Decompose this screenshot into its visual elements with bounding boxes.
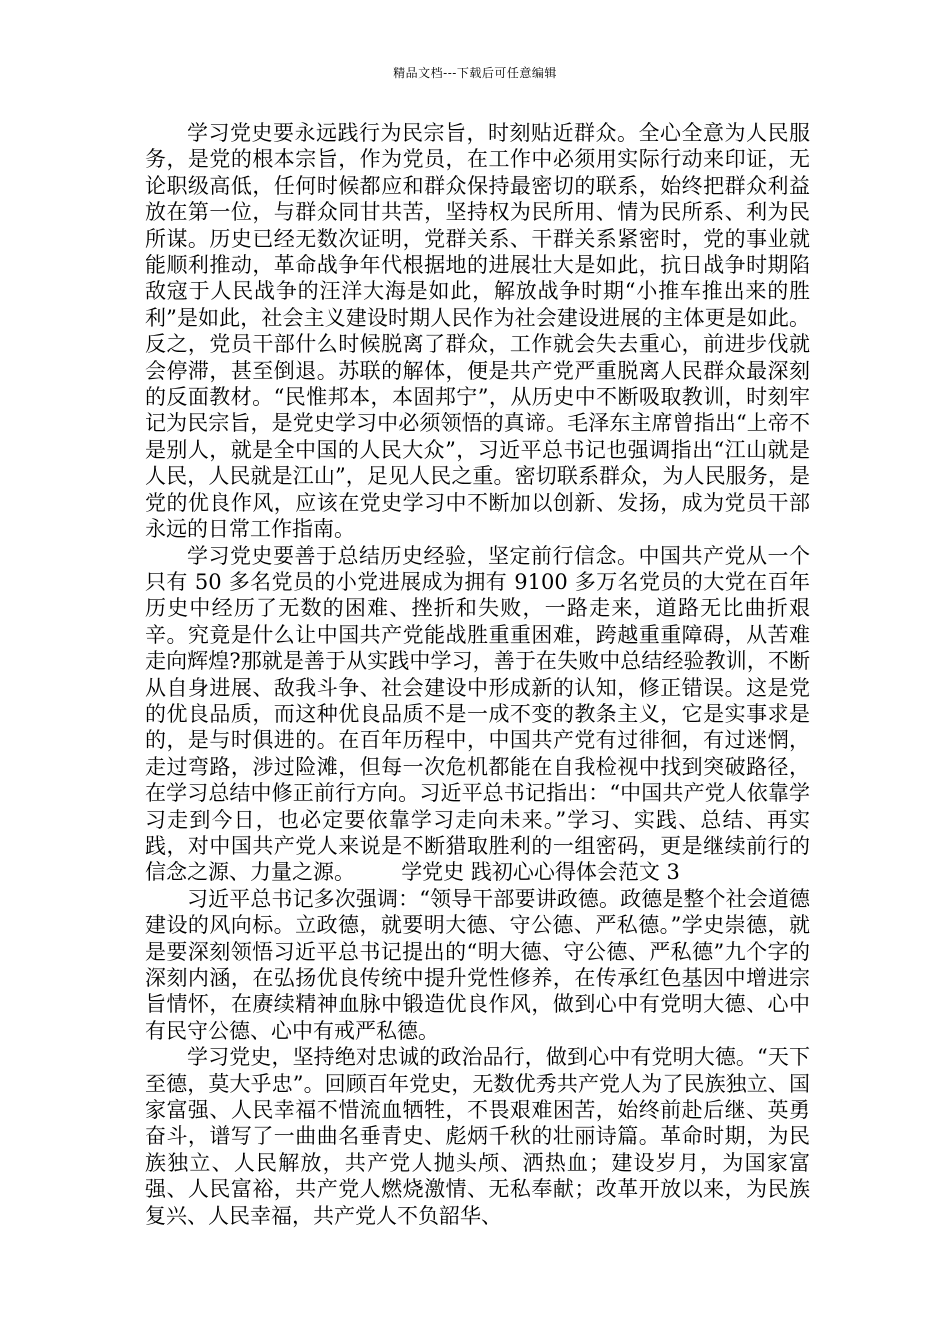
paragraph-4: 学习党史，坚持绝对忠诚的政治品行，做到心中有党明大德。“天下至德，莫大乎忠”。回顾百年党史，无数优秀共产党人为了民族独立、国家富强、人民幸福不惜流血牺牲，不畏艰难困苦，始终前赴后继、英勇奋斗，谱写了一曲曲名垂青史、彪炳千秋的壮丽诗篇。革命时期，为民族独立、人民解放，共产党人抛头颅、洒热血；建设岁月，为国家富强、人民富裕，共产党人燃烧激情、无私奉献；改革开放以来，为民族复兴、人民幸福，共产党人不负韶华、: [145, 1045, 810, 1228]
paragraph-2-text: 学习党史要善于总结历史经验，坚定前行信念。中国共产党从一个只有 50 多名党员的小党进展成为拥有 9100 多万名党员的大党在百年历史中经历了无数的困难、挫折和失败，一路走来，道路无比曲折艰辛。究竟是什么让中国共产党能战胜重重困难，跨越重重障碍，从苦难走向辉煌?那就是善于从实践中学习，善于在失败中总结经验教训，不断从自身进展、敌我斗争、社会建设中形成新的认知，修正错误。这是党的优良品质，而这种优良品质不是一成不变的教条主义，它是实事求是的，是与时俱进的。在百年历程中，中国共产党有过徘徊，有过迷惘，走过弯路，涉过险滩，但每一次危机都能在自我检视中找到突破路径，在学习总结中修正前行方向。习近平总书记指出：“中国共产党人依靠学习走到今日，也必定要依靠学习走向未来。”学习、实践、总结、再实践，对中国共产党人来说是不断猎取胜利的一组密码，更是继续前行的信念之源、力量之源。: [145, 543, 810, 885]
section-title: 学党史 践初心心得体会范文 3: [401, 860, 680, 885]
paragraph-1: 学习党史要永远践行为民宗旨，时刻贴近群众。全心全意为人民服务，是党的根本宗旨，作为党员，在工作中必须用实际行动来印证，无论职级高低，任何时候都应和群众保持最密切的联系，始终把群众利益放在第一位，与群众同甘共苦，坚持权为民所用、情为民所系、利为民所谋。历史已经无数次证明，党群关系、干群关系紧密时，党的事业就能顺利推动，革命战争年代根据地的进展壮大是如此，抗日战争时期陷敌寇于人民战争的汪洋大海是如此，解放战争时期“小推车推出来的胜利”是如此，社会主义建设时期人民作为社会建设进展的主体更是如此。反之，党员干部什么时候脱离了群众，工作就会失去重心，前进步伐就会停滞，甚至倒退。苏联的解体，便是共产党严重脱离人民群众最深刻的反面教材。“民惟邦本，本固邦宁”，从历史中不断吸取教训，时刻牢记为民宗旨，是党史学习中必须领悟的真谛。毛泽东主席曾指出“上帝不是别人，就是全中国的人民大众”，习近平总书记也强调指出“江山就是人民，人民就是江山”，足见人民之重。密切联系群众，为人民服务，是党的优良作风，应该在党史学习中不断加以创新、发扬，成为党员干部永远的日常工作指南。: [145, 121, 810, 542]
page-header: 精品文档---下载后可任意编辑: [393, 66, 557, 80]
paragraph-3: 习近平总书记多次强调：“领导干部要讲政德。政德是整个社会道德建设的风向标。立政德，就要明大德、守公德、严私德。”学史崇德，就是要深刻领悟习近平总书记提出的“明大德、守公德、严私德”九个字的深刻内涵，在弘扬优良传统中提升党性修养，在传承红色基因中增进宗旨情怀，在赓续精神血脉中锻造优良作风，做到心中有党明大德、心中有民守公德、心中有戒严私德。: [145, 886, 810, 1043]
document-body: [145, 120, 810, 1229]
paragraph-2: [145, 543, 810, 886]
